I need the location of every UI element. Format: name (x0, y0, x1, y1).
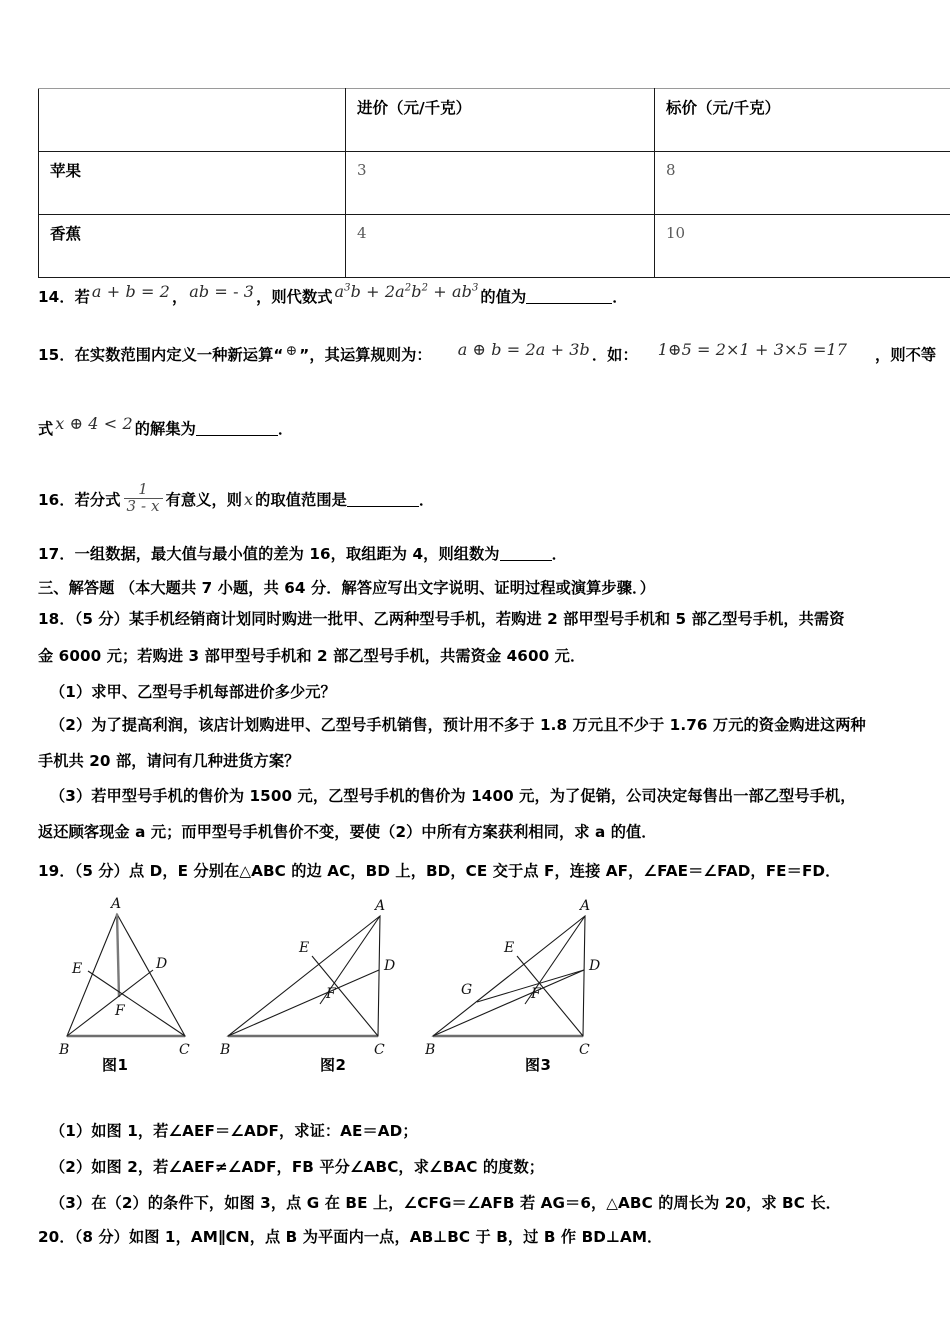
figure-2-label-B: B (220, 1042, 231, 1058)
q14-equation-1: a + b = 2 (91, 282, 170, 301)
figure-3-label-F: F (531, 986, 541, 1002)
table-header-markup: 标价（元/千克） (655, 89, 950, 152)
q16-text-1: 若分式 (74, 490, 121, 509)
figure-1-caption: 图1 (102, 1056, 129, 1074)
q18-number: 18． (38, 610, 75, 628)
banana-markup-value: 10 (655, 215, 950, 278)
q14-equation-2: ab = - 3 (189, 282, 255, 301)
q16-fraction (121, 482, 166, 515)
row-label-banana: 香蕉 (39, 215, 346, 278)
figure-2-caption: 图2 (320, 1056, 347, 1074)
q14-expression: $a^3b + 2a^2b^2 + ab^3$ (334, 282, 479, 301)
question-17 (38, 543, 567, 565)
figure-1-label-A: A (111, 896, 122, 912)
section-heading-answers: 三、解答题 （本大题共 7 小题，共 64 分．解答应写出文字说明、证明过程或演算步骤．） (38, 579, 655, 597)
row-label-apple: 苹果 (39, 152, 346, 215)
q15-text-6: 的解集为 (134, 420, 196, 438)
figure-1 (55, 894, 235, 1074)
figure-3-label-B: B (425, 1042, 436, 1058)
q16-text-2: 有意义，则 (165, 490, 243, 509)
figure-3-label-D: D (589, 958, 601, 974)
table-header-cost: 进价（元/千克） (346, 89, 655, 152)
q19-number: 19． (38, 862, 75, 880)
q16-variable: x (244, 489, 254, 509)
figure-1-label-C: C (179, 1042, 190, 1058)
q18-score: （5 分） (74, 610, 129, 628)
q14-period: ． (612, 288, 628, 306)
question-18-line-2: 金 6000 元；若购进 3 部甲型号手机和 2 部乙型号手机，共需资金 4600 元． (38, 647, 586, 665)
figure-1-label-F: F (115, 1003, 125, 1019)
question-20 (38, 1226, 662, 1248)
figure-3-label-A: A (580, 898, 591, 914)
figure-1-label-E: E (72, 961, 83, 977)
apple-markup-value: 8 (655, 152, 950, 215)
question-16 (38, 482, 434, 515)
q20-number: 20． (38, 1228, 75, 1246)
figure-2-label-F: F (326, 986, 336, 1002)
q16-period: ． (418, 490, 435, 509)
q15-answer-blank[interactable] (196, 435, 278, 436)
question-18-sub-1: （1）求甲、乙型号手机每部进价多少元？ (50, 683, 336, 701)
banana-cost-value: 4 (346, 215, 655, 278)
question-19-sub-2: （2）如图 2，若∠AEF≠∠ADF，FB 平分∠ABC，求∠BAC 的度数； (50, 1158, 545, 1176)
figure-2-drawing (220, 894, 410, 1059)
figure-2-label-A: A (375, 898, 386, 914)
table-header-row (39, 89, 950, 152)
q14-tail: 的值为 (480, 288, 527, 306)
q17-answer-blank[interactable] (500, 560, 552, 561)
q15-rule: a ⊕ b = 2a + 3b (457, 340, 590, 359)
question-19-sub-1: （1）如图 1，若∠AEF＝∠ADF，求证：AE＝AD； (50, 1122, 418, 1140)
figure-1-label-D: D (156, 956, 168, 972)
q20-text: 如图 1，AM∥CN，点 B 为平面内一点，AB⊥BC 于 B，过 B 作 BD⊥AM． (128, 1228, 663, 1246)
q17-text: 一组数据，最大值与最小值的差为 16，取组距为 4，则组数为 (74, 545, 500, 563)
figure-1-drawing (55, 894, 235, 1059)
q17-number: 17． (38, 545, 75, 563)
circled-plus-icon: ⊕ (285, 343, 298, 359)
question-18-sub-2-line-1: （2）为了提高利润，该店计划购进甲、乙型号手机销售，预计用不多于 1.8 万元且不少于 1.76 万元的资金购进这两种 (50, 716, 866, 734)
q15-example: 1⊕5 = 2×1 + 3×5 =17 (657, 340, 848, 359)
question-18-line-1 (38, 608, 845, 630)
q14-lead: 若 (74, 288, 90, 306)
figure-2-label-C: C (374, 1042, 385, 1058)
question-18-sub-2-line-2: 手机共 20 部，请问有几种进货方案？ (38, 752, 300, 770)
figure-2 (220, 894, 410, 1074)
q15-period: ． (277, 420, 294, 438)
question-14 (38, 280, 628, 308)
q15-text-2: ”，其运算规则为： (299, 346, 432, 364)
q14-number: 14． (38, 288, 75, 306)
figure-3-caption: 图3 (525, 1056, 552, 1074)
q14-sep-1: ， (171, 288, 188, 306)
q16-number: 16． (38, 490, 75, 509)
figure-3-label-E: E (504, 940, 515, 956)
q16-answer-blank[interactable] (347, 506, 419, 507)
figure-3-label-G: G (461, 982, 473, 998)
q14-sep-2: ，则代数式 (256, 288, 333, 306)
apple-cost-value: 3 (346, 152, 655, 215)
question-15-line-2 (38, 412, 293, 440)
q18-line-1-text: 某手机经销商计划同时购进一批甲、乙两种型号手机，若购进 2 部甲型号手机和 5 部乙型号手机，共需资 (128, 610, 845, 628)
q19-score: （5 分） (74, 862, 129, 880)
question-19-stem (38, 860, 840, 882)
q20-score: （8 分） (74, 1228, 129, 1246)
figure-2-label-D: D (384, 958, 396, 974)
figure-1-label-B: B (59, 1042, 70, 1058)
q16-fraction-numerator: 1 (124, 482, 163, 499)
q14-answer-blank[interactable] (526, 303, 612, 304)
q15-text-4: ，则不等 (875, 346, 937, 364)
table-header-blank (39, 89, 346, 152)
table-row (39, 215, 950, 278)
question-19-figures (0, 888, 950, 1088)
question-15-line-1 (38, 338, 936, 366)
q15-text-5: 式 (38, 420, 54, 438)
q19-stem-text: 点 D，E 分别在△ABC 的边 AC，BD 上，BD，CE 交于点 F，连接 AF，∠FAE＝∠FAD，FE＝FD． (128, 862, 841, 880)
q16-fraction-denominator: 3 - x (126, 496, 160, 515)
question-18-sub-3-line-2: 返还顾客现金 a 元；而甲型号手机售价不变，要使（2）中所有方案获利相同，求 a 的值． (38, 823, 657, 841)
q15-number: 15． (38, 346, 75, 364)
figure-3-drawing (425, 894, 615, 1059)
table-row (39, 152, 950, 215)
figure-3-label-C: C (579, 1042, 590, 1058)
question-18-sub-3-line-1: （3）若甲型号手机的售价为 1500 元，乙型号手机的售价为 1400 元，为了促销，公司决定每售出一部乙型号手机， (50, 787, 856, 805)
q16-text-3: 的取值范围是 (255, 490, 347, 509)
figure-2-label-E: E (299, 940, 310, 956)
question-19-sub-3: （3）在（2）的条件下，如图 3，点 G 在 BE 上，∠CFG＝∠AFB 若 AG＝6，△ABC 的周长为 20，求 BC 长． (50, 1194, 841, 1212)
price-table (38, 88, 950, 278)
q17-period: ． (551, 545, 567, 563)
figure-3 (425, 894, 615, 1074)
q15-inequality: x ⊕ 4 < 2 (55, 414, 133, 433)
q15-text-3: ．如： (591, 346, 638, 364)
q15-text-1: 在实数范围内定义一种新运算“ (74, 346, 284, 364)
